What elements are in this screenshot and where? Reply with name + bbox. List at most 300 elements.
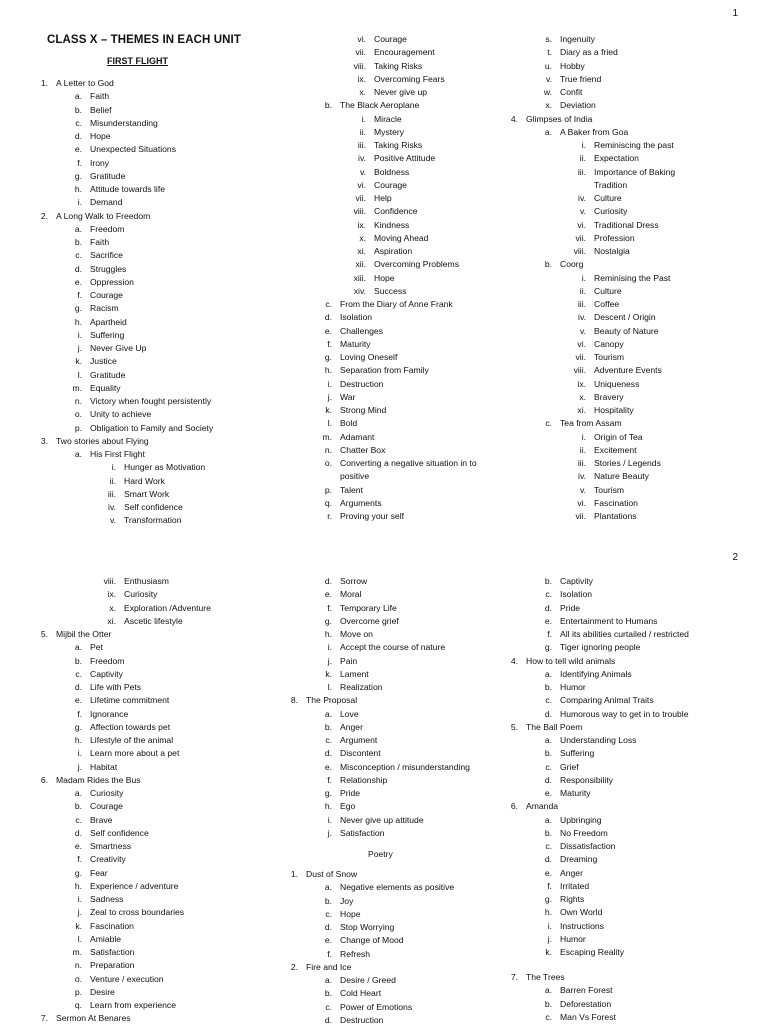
item-text: Zeal to cross boundaries <box>90 907 185 918</box>
outline-list-item <box>36 302 213 315</box>
outline-list-item <box>286 721 470 734</box>
item-text: Stories / Legends <box>594 458 661 468</box>
outline-list-item <box>286 1014 454 1027</box>
item-text: Mystery <box>374 126 405 137</box>
item-text: Miracle <box>374 113 402 124</box>
item-text: Grief <box>560 761 579 772</box>
item-text: Understanding Loss <box>560 735 637 745</box>
item-marker: i. <box>77 197 82 208</box>
item-text: Never Give Up <box>90 343 147 353</box>
item-text: Own World <box>560 907 603 918</box>
outline-list-item <box>286 668 470 681</box>
outline-list-item <box>506 166 675 179</box>
outline-list-item <box>506 325 675 338</box>
outline-list-item <box>36 223 213 236</box>
item-marker: l. <box>77 369 82 380</box>
outline-list-item <box>286 787 470 800</box>
item-text: Apartheid <box>90 316 127 327</box>
outline-list-item <box>286 615 470 628</box>
outline-list-item <box>506 205 675 218</box>
outline-list-item <box>36 382 213 395</box>
outline-list-item <box>506 258 675 271</box>
item-text: Moving Ahead <box>374 232 429 243</box>
item-text: Deviation <box>560 100 596 111</box>
item-marker: b. <box>324 721 332 732</box>
item-marker: b. <box>324 100 332 111</box>
outline-list-item <box>36 183 213 196</box>
item-marker: c. <box>75 117 82 128</box>
outline-list-item <box>286 152 477 165</box>
item-marker: ii. <box>579 285 586 296</box>
item-text: Courage <box>374 179 407 190</box>
item-text: Stop Worrying <box>340 922 395 932</box>
item-text: A Long Walk to Freedom <box>56 210 151 221</box>
item-marker: x. <box>359 87 366 97</box>
item-marker: vi. <box>357 34 366 44</box>
item-text: Hope <box>340 908 361 919</box>
outline-list-item <box>506 232 675 245</box>
item-marker: o. <box>324 458 332 468</box>
item-text: Cold Heart <box>340 988 382 999</box>
item-text: Reminising the Past <box>594 272 671 283</box>
outline-list-item <box>286 431 477 444</box>
outline-list-item <box>36 853 211 866</box>
outline-list-item <box>36 342 213 355</box>
outline-list-item <box>286 285 477 298</box>
outline-list-item <box>506 378 675 391</box>
item-marker: m. <box>322 431 332 442</box>
item-marker: ix. <box>357 73 366 84</box>
item-marker: viii. <box>573 246 586 256</box>
outline-list-item <box>36 588 211 601</box>
item-marker: 4. <box>510 113 518 124</box>
item-text: Coorg <box>560 259 584 270</box>
item-marker: g. <box>74 721 82 732</box>
item-marker: vi. <box>577 497 586 508</box>
item-marker: p. <box>324 484 332 495</box>
item-marker: f. <box>77 708 82 719</box>
outline-list-item <box>36 369 213 382</box>
item-marker: l. <box>77 933 82 944</box>
item-marker: i. <box>77 748 82 759</box>
item-text: Talent <box>340 484 363 495</box>
item-marker: v. <box>109 515 116 526</box>
item-marker: a. <box>544 985 552 996</box>
item-text: Temporary Life <box>340 602 397 613</box>
item-text: Aspiration <box>374 246 413 256</box>
item-text: Boldness <box>374 166 410 177</box>
outline-list-item <box>36 787 211 800</box>
item-marker: c. <box>545 761 552 772</box>
outline-list-item <box>506 73 675 86</box>
outline-list-item <box>36 157 213 170</box>
outline-list-item <box>286 575 470 588</box>
outline-list-item <box>286 391 477 404</box>
item-marker: d. <box>544 708 552 719</box>
item-text: Self confidence <box>124 502 183 512</box>
item-text: Nature Beauty <box>594 471 649 482</box>
outline-list-item <box>286 298 477 311</box>
item-text: Fear <box>90 867 108 878</box>
outline-list-item <box>506 641 689 654</box>
outline-list-item <box>506 575 689 588</box>
item-marker: 5. <box>510 721 518 732</box>
outline-list-item <box>36 488 213 501</box>
item-marker: b. <box>544 827 552 838</box>
item-marker: g. <box>324 352 332 362</box>
outline-list-item <box>286 86 477 99</box>
item-text: Curiosity <box>124 589 158 600</box>
item-marker: viii. <box>573 365 586 376</box>
item-text: Victory when fought persistently <box>90 396 212 406</box>
outline-list-item <box>506 457 675 470</box>
column-2 <box>286 33 477 523</box>
item-text: Sermon At Benares <box>56 1013 131 1024</box>
outline-list-item <box>286 404 477 417</box>
item-marker: d. <box>544 602 552 613</box>
item-text: Taking Risks <box>374 60 423 71</box>
item-marker: 2. <box>290 961 298 972</box>
item-text: Move on <box>340 629 373 639</box>
outline-list-item <box>286 800 470 813</box>
outline-list-item <box>506 681 689 694</box>
item-text: Gratitude <box>90 369 126 380</box>
outline-list-item <box>36 422 213 435</box>
outline-list-item <box>506 1011 616 1024</box>
item-text: Amiable <box>90 933 122 944</box>
outline-list-item <box>506 179 675 192</box>
item-marker: f. <box>327 774 332 785</box>
item-marker: c. <box>545 589 552 600</box>
item-marker: iv. <box>358 153 366 164</box>
item-marker: b. <box>74 104 82 115</box>
item-marker: h. <box>324 365 332 376</box>
outline-list-item <box>36 276 213 289</box>
outline-list-item <box>36 959 211 972</box>
item-text: Mijbil the Otter <box>56 629 112 639</box>
outline-list-item <box>36 999 211 1012</box>
outline-list-item <box>36 747 211 760</box>
item-marker: vii. <box>575 511 586 521</box>
outline-list-item <box>506 219 675 232</box>
item-marker: d. <box>544 774 552 785</box>
outline-list-item <box>36 461 213 474</box>
outline-list-item <box>286 60 477 73</box>
outline-list-item <box>506 814 689 827</box>
item-text: Argument <box>340 735 378 745</box>
item-text: Moral <box>340 589 362 600</box>
item-marker: i. <box>327 378 332 389</box>
outline-list-item <box>506 46 675 59</box>
item-text: Irritated <box>560 880 590 891</box>
item-marker: j. <box>327 391 332 402</box>
outline-list-item <box>286 192 477 205</box>
outline-list-item <box>286 179 477 192</box>
item-marker: e. <box>74 276 82 287</box>
item-text: Pride <box>340 788 361 798</box>
item-marker: m. <box>72 947 82 957</box>
item-text: Joy <box>340 895 354 906</box>
item-text: Never give up <box>374 87 428 97</box>
item-text: Faith <box>90 91 110 102</box>
item-text: Self confidence <box>90 827 149 838</box>
item-marker: ix. <box>357 219 366 230</box>
item-marker: x. <box>579 391 586 402</box>
item-text: Origin of Tea <box>594 431 643 442</box>
outline-heading-item <box>506 971 616 984</box>
item-text: Negative elements as positive <box>340 882 455 893</box>
outline-heading-item <box>286 694 470 707</box>
outline-list-item <box>36 906 211 919</box>
outline-list-item <box>36 143 213 156</box>
outline-list-item <box>36 448 213 461</box>
item-text: Never give up attitude <box>340 814 424 825</box>
item-text: Success <box>374 285 407 296</box>
outline-list-item <box>286 232 477 245</box>
outline-list-item <box>36 104 213 117</box>
outline-list-item <box>506 311 675 324</box>
item-text: War <box>340 391 356 402</box>
item-marker: k. <box>545 947 552 957</box>
item-marker: l. <box>327 682 332 692</box>
outline-list-item <box>286 895 454 908</box>
item-marker: viii. <box>353 206 366 217</box>
item-text: Comparing Animal Traits <box>560 695 654 706</box>
item-marker: f. <box>77 854 82 865</box>
item-marker: f. <box>327 948 332 959</box>
item-marker: h. <box>324 801 332 812</box>
item-text: Loving Oneself <box>340 352 398 362</box>
item-text: Ascetic lifestyle <box>124 615 183 626</box>
item-marker: v. <box>545 73 552 84</box>
outline-list-item <box>36 867 211 880</box>
item-marker: l. <box>327 418 332 429</box>
column-3 <box>506 33 675 523</box>
item-marker: t. <box>547 47 552 58</box>
item-text: Dreaming <box>560 854 598 865</box>
item-text: Hope <box>374 272 395 283</box>
item-marker: j. <box>327 655 332 666</box>
item-text: Entertainment to Humans <box>560 615 658 626</box>
item-text: The Ball Poem <box>526 721 583 732</box>
column-1 <box>36 77 213 528</box>
outline-list-item <box>506 774 689 787</box>
outline-list-item <box>36 946 211 959</box>
outline-list-item <box>286 881 454 894</box>
outline-list-item <box>506 827 689 840</box>
item-marker: i. <box>327 814 332 825</box>
item-text: Refresh <box>340 948 371 959</box>
item-text: Racism <box>90 303 119 314</box>
outline-list-item <box>36 475 213 488</box>
outline-list-item <box>286 827 470 840</box>
outline-heading-item <box>36 628 211 641</box>
item-text: Bravery <box>594 391 624 402</box>
item-text: Justice <box>90 356 117 367</box>
item-marker: v. <box>359 166 366 177</box>
outline-list-item <box>286 113 477 126</box>
item-marker: iv. <box>578 312 586 323</box>
item-text: Creativity <box>90 854 126 865</box>
item-marker: h. <box>74 880 82 891</box>
item-text: Realization <box>340 682 383 692</box>
item-text: Hope <box>90 131 111 141</box>
item-text: Beauty of Nature <box>594 325 659 336</box>
item-text: Oppression <box>90 276 134 287</box>
item-marker: q. <box>324 497 332 508</box>
outline-list-item <box>506 484 675 497</box>
item-marker: ii. <box>109 475 116 486</box>
item-text: Canopy <box>594 338 624 349</box>
item-marker: ii. <box>359 126 366 137</box>
item-marker: f. <box>327 602 332 613</box>
item-marker: j. <box>547 933 552 944</box>
outline-list-item <box>36 196 213 209</box>
outline-heading-item <box>286 961 454 974</box>
item-marker: d. <box>324 1014 332 1025</box>
outline-list-item <box>36 840 211 853</box>
item-marker: e. <box>324 325 332 336</box>
item-marker: b. <box>74 655 82 666</box>
item-marker: d. <box>324 576 332 586</box>
item-marker: g. <box>74 867 82 878</box>
outline-list-item <box>36 655 211 668</box>
item-marker: e. <box>74 695 82 706</box>
item-text: Hobby <box>560 60 585 71</box>
item-marker: p. <box>74 422 82 433</box>
outline-list-item <box>36 316 213 329</box>
outline-list-item <box>506 245 675 258</box>
item-marker: o. <box>74 973 82 984</box>
item-marker: 1. <box>290 869 298 879</box>
item-marker: iv. <box>578 193 586 203</box>
item-marker: ii. <box>579 444 586 455</box>
outline-list-item <box>286 325 477 338</box>
item-text: Profession <box>594 232 635 243</box>
item-text: Pain <box>340 655 358 666</box>
item-marker: b. <box>324 988 332 999</box>
item-text: Responsibility <box>560 774 614 785</box>
item-text: Sadness <box>90 894 124 904</box>
item-marker: 1. <box>40 78 48 88</box>
item-text: Ingenuity <box>560 34 595 44</box>
item-marker: w. <box>543 87 552 97</box>
outline-list-item <box>506 497 675 510</box>
item-text: The Black Aeroplane <box>340 100 420 111</box>
outline-list-item <box>36 575 211 588</box>
item-text: Faith <box>90 237 110 247</box>
item-text: Courage <box>374 34 407 44</box>
item-text: Taking Risks <box>374 140 423 150</box>
item-text: Confit <box>560 87 583 97</box>
outline-list-item <box>36 708 211 721</box>
item-text: Preparation <box>90 960 135 971</box>
outline-heading-item <box>36 774 211 787</box>
outline-list-item <box>286 747 470 760</box>
outline-list-item <box>36 263 213 276</box>
outline-list-item <box>286 497 477 510</box>
item-text: The Trees <box>526 972 565 982</box>
item-marker: a. <box>74 91 82 102</box>
outline-list-item <box>36 668 211 681</box>
item-marker: a. <box>324 708 332 719</box>
item-marker: d. <box>74 263 82 274</box>
outline-list-item <box>506 444 675 457</box>
item-marker: x. <box>109 602 116 613</box>
item-text: Amanda <box>526 801 559 812</box>
outline-list-item <box>286 908 454 921</box>
outline-list-item <box>286 417 477 430</box>
item-text: Discontent <box>340 748 381 759</box>
item-text: How to tell wild animals <box>526 655 616 666</box>
item-text: Separation from Family <box>340 365 429 376</box>
item-text: Lifetime commitment <box>90 695 170 706</box>
item-marker: 8. <box>290 695 298 706</box>
outline-list-item <box>286 139 477 152</box>
item-text: Humor <box>560 933 586 944</box>
item-text: Isolation <box>340 312 373 323</box>
outline-list-item <box>506 139 675 152</box>
outline-list-item <box>506 391 675 404</box>
outline-list-item <box>506 920 689 933</box>
outline-list-item <box>36 170 213 183</box>
outline-list-item <box>506 933 689 946</box>
item-text: Sorrow <box>340 576 368 586</box>
item-marker: a. <box>544 668 552 679</box>
outline-list-item <box>506 285 675 298</box>
item-text: Confidence <box>374 206 418 217</box>
item-marker: i. <box>547 920 552 931</box>
item-marker: a. <box>324 975 332 985</box>
item-marker: e. <box>544 867 552 878</box>
item-marker: h. <box>74 316 82 327</box>
outline-list-item <box>36 236 213 249</box>
outline-list-item <box>286 378 477 391</box>
item-text: Rights <box>560 894 585 904</box>
outline-list-item <box>36 681 211 694</box>
item-marker: f. <box>547 629 552 639</box>
item-marker: vii. <box>355 193 366 203</box>
item-marker: b. <box>74 237 82 247</box>
item-marker: iii. <box>357 140 366 150</box>
item-text: His First Flight <box>90 449 145 459</box>
item-marker: ii. <box>579 153 586 164</box>
outline-heading-item <box>506 113 675 126</box>
item-text: Arguments <box>340 497 382 508</box>
item-text: The Proposal <box>306 695 358 706</box>
item-marker: k. <box>75 356 82 367</box>
item-marker: iv. <box>578 471 586 482</box>
item-marker: a. <box>74 788 82 798</box>
item-text: Obligation to Family and Society <box>90 422 214 433</box>
item-text: Barren Forest <box>560 985 613 996</box>
outline-list-item <box>286 921 454 934</box>
item-text: Chatter Box <box>340 444 386 455</box>
item-marker: 2. <box>40 210 48 221</box>
item-text: Unity to achieve <box>90 409 152 420</box>
item-marker: h. <box>324 629 332 639</box>
item-marker: b. <box>74 801 82 812</box>
outline-list-item <box>506 893 689 906</box>
outline-list-item <box>286 588 470 601</box>
outline-list-item <box>286 33 477 46</box>
item-text: Adventure Events <box>594 365 662 376</box>
item-marker: d. <box>544 854 552 865</box>
item-marker: j. <box>77 907 82 918</box>
item-marker: g. <box>74 170 82 181</box>
outline-list-item <box>506 734 689 747</box>
outline-list-item <box>286 948 454 961</box>
